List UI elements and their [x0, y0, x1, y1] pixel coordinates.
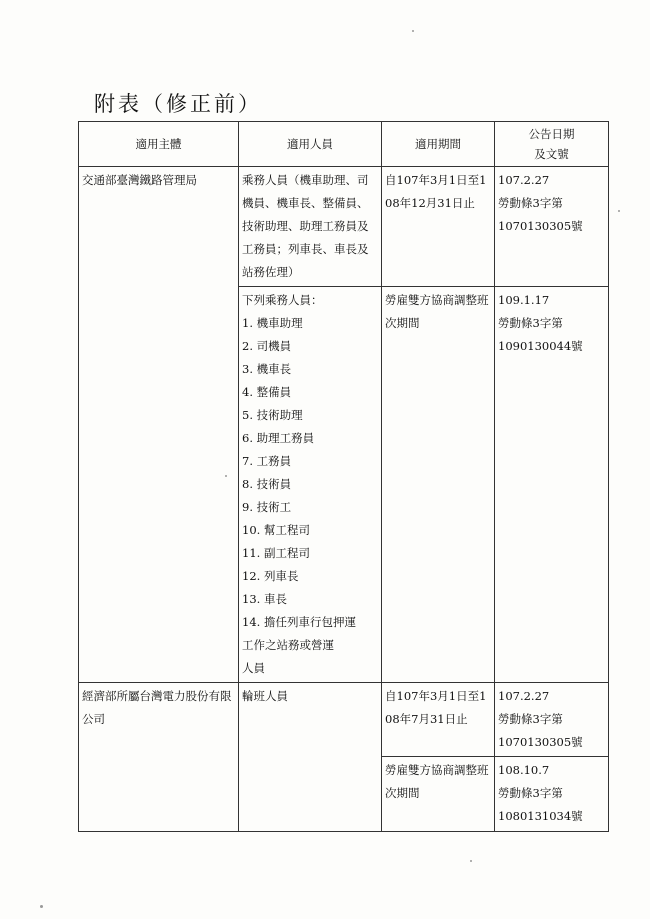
table-row: [79, 167, 609, 287]
page-title: 附表（修正前）: [94, 92, 262, 116]
scan-speck: [412, 30, 414, 32]
list-item: 6. 助理工務員: [242, 431, 315, 445]
appendix-table: [78, 121, 609, 832]
personnel-cell: 乘務人員（機車助理、司機員、機車長、整備員、技術助理、助理工務員及工務員；列車長、車長及站務佐理）: [239, 167, 382, 287]
notice-cell: 108.10.7 勞動條3字第 1080131034號: [495, 757, 609, 832]
table-header-row: [79, 122, 609, 167]
list-item: 2. 司機員: [242, 339, 292, 353]
entity-cell: 交通部臺灣鐵路管理局: [79, 167, 239, 683]
list-item: 8. 技術員: [242, 477, 292, 491]
list-item: 13. 車長: [242, 592, 287, 606]
list-item: 10. 幫工程司: [242, 523, 310, 537]
notice-cell: 109.1.17 勞動條3字第 1090130044號: [495, 287, 609, 683]
entity-cell: 經濟部所屬台灣電力股份有限公司: [79, 683, 239, 832]
header-cell: 適用期間: [382, 122, 495, 167]
personnel-cell: 輪班人員: [239, 683, 382, 832]
header-cell: 適用人員: [239, 122, 382, 167]
list-item: 14. 擔任列車行包押運 工作之站務或營運 人員: [242, 615, 356, 675]
period-cell: 勞雇雙方協商調整班次期間: [382, 287, 495, 683]
list-item: 1. 機車助理: [242, 316, 303, 330]
period-cell: 勞雇雙方協商調整班次期間: [382, 757, 495, 832]
table-row: [79, 683, 609, 757]
header-cell: 公告日期 及文號: [495, 122, 609, 167]
personnel-intro: 下列乘務人員：: [242, 293, 323, 307]
list-item: 9. 技術工: [242, 500, 292, 514]
list-item: 4. 整備員: [242, 385, 292, 399]
personnel-list-cell: [239, 287, 382, 683]
list-item: 11. 副工程司: [242, 546, 310, 560]
list-item: 3. 機車長: [242, 362, 292, 376]
scan-speck: [618, 210, 620, 212]
scan-speck: [40, 905, 43, 908]
scan-speck: [225, 475, 227, 477]
scan-speck: [470, 860, 472, 862]
list-item: 7. 工務員: [242, 454, 292, 468]
notice-cell: 107.2.27 勞動條3字第 1070130305號: [495, 167, 609, 287]
period-cell: 自107年3月1日至108年7月31日止: [382, 683, 495, 757]
list-item: 12. 列車長: [242, 569, 299, 583]
list-item: 5. 技術助理: [242, 408, 303, 422]
personnel-list: [242, 312, 378, 680]
period-cell: 自107年3月1日至108年12月31日止: [382, 167, 495, 287]
header-cell: 適用主體: [79, 122, 239, 167]
notice-cell: 107.2.27 勞動條3字第 1070130305號: [495, 683, 609, 757]
